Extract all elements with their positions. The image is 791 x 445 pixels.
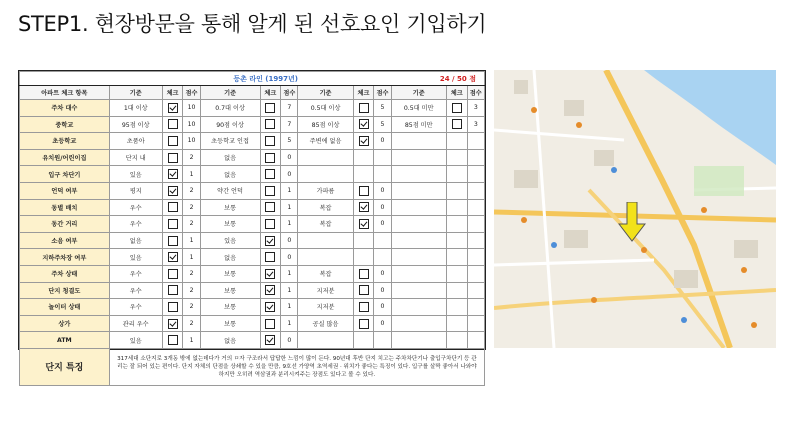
- check-cell: [260, 182, 281, 199]
- checklist-row: [20, 315, 485, 332]
- points: 7: [281, 100, 298, 117]
- criterion: [391, 299, 446, 316]
- building-block: [514, 80, 528, 94]
- check-cell: [353, 116, 374, 133]
- points: 0: [374, 199, 391, 216]
- checkbox[interactable]: [265, 103, 275, 113]
- criterion: 없음: [200, 332, 260, 349]
- check-cell: [162, 282, 183, 299]
- points: 0: [281, 149, 298, 166]
- check-cell: [260, 232, 281, 249]
- column-header: 기준: [298, 86, 353, 100]
- column-header: 점수: [183, 86, 200, 100]
- check-cell: [353, 100, 374, 117]
- check-cell: [353, 332, 374, 349]
- check-cell: [260, 299, 281, 316]
- apartment-checklist-sheet: [18, 70, 486, 378]
- checkbox[interactable]: [265, 319, 275, 329]
- points: 2: [183, 216, 200, 233]
- criterion: 초품아: [109, 133, 162, 150]
- points: 10: [183, 116, 200, 133]
- check-cell: [446, 182, 467, 199]
- criterion: 있음: [109, 332, 162, 349]
- item-label: 단지 청결도: [20, 282, 110, 299]
- check-cell: [260, 315, 281, 332]
- criterion: 없음: [200, 249, 260, 266]
- points: [467, 232, 484, 249]
- checkbox[interactable]: [452, 103, 462, 113]
- criterion: [391, 282, 446, 299]
- criterion: 복잡: [298, 216, 353, 233]
- checkbox[interactable]: [168, 302, 178, 312]
- check-cell: [162, 182, 183, 199]
- points: 0: [374, 182, 391, 199]
- checkbox[interactable]: [168, 153, 178, 163]
- points: [374, 149, 391, 166]
- criterion: [298, 149, 353, 166]
- location-arrow-icon: [618, 202, 646, 242]
- check-cell: [353, 232, 374, 249]
- check-cell: [446, 299, 467, 316]
- column-header: 점수: [281, 86, 298, 100]
- checklist-row: [20, 265, 485, 282]
- checkbox[interactable]: [168, 186, 178, 196]
- item-label: 상가: [20, 315, 110, 332]
- check-cell: [260, 149, 281, 166]
- column-header: 기준: [200, 86, 260, 100]
- check-cell: [446, 149, 467, 166]
- criterion: [391, 265, 446, 282]
- check-cell: [353, 133, 374, 150]
- points: 10: [183, 133, 200, 150]
- criterion: [391, 166, 446, 183]
- checkbox[interactable]: [359, 186, 369, 196]
- check-cell: [353, 199, 374, 216]
- check-cell: [162, 199, 183, 216]
- column-header: 체크: [260, 86, 281, 100]
- checkbox[interactable]: [265, 119, 275, 129]
- criterion: 약간 언덕: [200, 182, 260, 199]
- total-score: 24 / 50 점: [298, 72, 485, 86]
- check-cell: [446, 232, 467, 249]
- points: 2: [183, 315, 200, 332]
- criterion: 0.7대 이상: [200, 100, 260, 117]
- checkbox[interactable]: [168, 236, 178, 246]
- criterion: 관리 우수: [109, 315, 162, 332]
- criterion: 주변에 없음: [298, 133, 353, 150]
- item-label: 입구 차단기: [20, 166, 110, 183]
- checkbox[interactable]: [265, 335, 275, 345]
- check-cell: [162, 315, 183, 332]
- criterion: 단지 내: [109, 149, 162, 166]
- check-cell: [260, 249, 281, 266]
- checkbox[interactable]: [168, 219, 178, 229]
- points: [374, 249, 391, 266]
- checkbox[interactable]: [265, 169, 275, 179]
- criterion: [391, 216, 446, 233]
- checklist-row: [20, 100, 485, 117]
- check-cell: [446, 315, 467, 332]
- column-header: 체크: [162, 86, 183, 100]
- poi-marker[interactable]: [751, 322, 757, 328]
- checkbox[interactable]: [168, 285, 178, 295]
- check-cell: [353, 182, 374, 199]
- criterion: 보통: [200, 315, 260, 332]
- points: 1: [281, 182, 298, 199]
- item-label: 언덕 여부: [20, 182, 110, 199]
- points: 2: [183, 182, 200, 199]
- checkbox[interactable]: [359, 302, 369, 312]
- criterion: [298, 332, 353, 349]
- checkbox[interactable]: [168, 103, 178, 113]
- points: 2: [183, 299, 200, 316]
- checkbox[interactable]: [359, 202, 369, 212]
- criterion: 우수: [109, 199, 162, 216]
- points: 0: [374, 216, 391, 233]
- building-block: [564, 230, 588, 248]
- check-cell: [446, 133, 467, 150]
- points: 5: [374, 116, 391, 133]
- column-header: 점수: [374, 86, 391, 100]
- criterion: 우수: [109, 216, 162, 233]
- item-label: 유치원/어린이집: [20, 149, 110, 166]
- points: [374, 166, 391, 183]
- criterion: 있음: [109, 166, 162, 183]
- check-cell: [260, 100, 281, 117]
- points: [467, 299, 484, 316]
- points: 2: [183, 282, 200, 299]
- criterion: 가파름: [298, 182, 353, 199]
- points: [467, 199, 484, 216]
- checkbox[interactable]: [359, 285, 369, 295]
- checklist-table: [19, 71, 485, 386]
- checkbox[interactable]: [265, 186, 275, 196]
- poi-marker[interactable]: [741, 267, 747, 273]
- checklist-row: [20, 166, 485, 183]
- checklist-row: [20, 249, 485, 266]
- park-area: [694, 166, 744, 196]
- column-header: 기준: [391, 86, 446, 100]
- poi-marker[interactable]: [641, 247, 647, 253]
- criterion: [298, 166, 353, 183]
- item-label: 놀이터 상태: [20, 299, 110, 316]
- item-label: 지하주차장 여부: [20, 249, 110, 266]
- check-cell: [260, 166, 281, 183]
- check-cell: [446, 282, 467, 299]
- criterion: 85점 미만: [391, 116, 446, 133]
- checklist-row: [20, 116, 485, 133]
- check-cell: [260, 216, 281, 233]
- checkbox[interactable]: [168, 202, 178, 212]
- criterion: 보통: [200, 216, 260, 233]
- check-cell: [446, 332, 467, 349]
- check-cell: [353, 299, 374, 316]
- item-label: 동별 배치: [20, 199, 110, 216]
- points: 1: [183, 249, 200, 266]
- points: [467, 249, 484, 266]
- check-cell: [162, 100, 183, 117]
- check-cell: [446, 216, 467, 233]
- criterion: 보통: [200, 299, 260, 316]
- points: 0: [374, 299, 391, 316]
- points: 10: [183, 100, 200, 117]
- feature-text: 317세대 소단지로 3개동 밖에 없는데다가 거의 ㅁ자 구조라서 답답한 느낌이 많이 든다. 90년대 후반 단지 치고는 주차차단기나 출입구차단기 등 관리는 잘 되어 있는 편이다. 단지 자체의 단점을 상쇄할 수 있을 만큼, 9호선 가양역 초역세권 · 위치가 좋다는 특징이 있다. 입구를 살짝 좋아서 나와야 하지만 오히려 역삼권과 분리시켜주는 장점도 있다고 볼 수 있다.: [109, 348, 484, 385]
- checkbox[interactable]: [168, 169, 178, 179]
- criterion: 85점 이상: [298, 116, 353, 133]
- check-cell: [162, 265, 183, 282]
- criterion: [391, 149, 446, 166]
- points: 1: [183, 332, 200, 349]
- criterion: [298, 232, 353, 249]
- poi-marker[interactable]: [551, 242, 557, 248]
- criterion: 평지: [109, 182, 162, 199]
- points: 3: [467, 116, 484, 133]
- check-cell: [260, 133, 281, 150]
- points: [467, 216, 484, 233]
- criterion: 보통: [200, 199, 260, 216]
- checkbox[interactable]: [265, 252, 275, 262]
- criterion: 지저분: [298, 299, 353, 316]
- check-cell: [353, 216, 374, 233]
- checkbox[interactable]: [359, 119, 369, 129]
- page-title: STEP1. 현장방문을 통해 알게 된 선호요인 기입하기: [18, 12, 487, 36]
- points: 0: [374, 133, 391, 150]
- criterion: 없음: [200, 166, 260, 183]
- item-label: 주차 상태: [20, 265, 110, 282]
- check-cell: [162, 216, 183, 233]
- poi-marker[interactable]: [531, 107, 537, 113]
- checkbox[interactable]: [168, 119, 178, 129]
- check-cell: [353, 149, 374, 166]
- criterion: 없음: [109, 232, 162, 249]
- criterion: [298, 249, 353, 266]
- check-cell: [260, 265, 281, 282]
- criterion: 우수: [109, 282, 162, 299]
- checkbox[interactable]: [168, 269, 178, 279]
- criterion: 복잡: [298, 199, 353, 216]
- building-block: [594, 150, 614, 166]
- checkbox[interactable]: [359, 269, 369, 279]
- points: 0: [374, 282, 391, 299]
- points: 5: [374, 100, 391, 117]
- poi-marker[interactable]: [591, 297, 597, 303]
- points: [467, 166, 484, 183]
- building-block: [564, 100, 584, 116]
- points: 0: [281, 232, 298, 249]
- checklist-row: [20, 149, 485, 166]
- points: 1: [281, 282, 298, 299]
- checkbox[interactable]: [359, 319, 369, 329]
- poi-marker[interactable]: [611, 167, 617, 173]
- criterion: 공실 많음: [298, 315, 353, 332]
- checklist-row: [20, 232, 485, 249]
- check-cell: [353, 315, 374, 332]
- check-cell: [162, 133, 183, 150]
- points: 2: [183, 149, 200, 166]
- check-cell: [446, 199, 467, 216]
- criterion: [391, 315, 446, 332]
- criterion: 초등학교 인접: [200, 133, 260, 150]
- checklist-row: [20, 282, 485, 299]
- points: [467, 315, 484, 332]
- criterion: 0.5대 미만: [391, 100, 446, 117]
- check-cell: [353, 249, 374, 266]
- check-cell: [446, 116, 467, 133]
- points: 2: [183, 199, 200, 216]
- checklist-row: [20, 332, 485, 349]
- check-cell: [162, 166, 183, 183]
- column-header: 기준: [109, 86, 162, 100]
- points: [467, 133, 484, 150]
- checkbox[interactable]: [359, 219, 369, 229]
- check-cell: [162, 116, 183, 133]
- criterion: [391, 332, 446, 349]
- points: 0: [374, 315, 391, 332]
- criterion: [391, 249, 446, 266]
- criterion: 없음: [200, 149, 260, 166]
- feature-label: 단지 특징: [20, 348, 110, 385]
- check-cell: [162, 232, 183, 249]
- points: 0: [374, 265, 391, 282]
- checkbox[interactable]: [265, 302, 275, 312]
- criterion: 보통: [200, 282, 260, 299]
- building-block: [674, 270, 698, 288]
- checkbox[interactable]: [168, 252, 178, 262]
- check-cell: [260, 116, 281, 133]
- column-header: 점수: [467, 86, 484, 100]
- points: 1: [183, 166, 200, 183]
- check-cell: [446, 249, 467, 266]
- checklist-row: [20, 299, 485, 316]
- checklist-row: [20, 133, 485, 150]
- points: 0: [281, 166, 298, 183]
- lower-road: [494, 290, 776, 308]
- criterion: 90점 이상: [200, 116, 260, 133]
- checklist-row: [20, 216, 485, 233]
- checkbox[interactable]: [359, 136, 369, 146]
- column-header: 체크: [446, 86, 467, 100]
- checkbox[interactable]: [265, 219, 275, 229]
- checkbox[interactable]: [265, 269, 275, 279]
- points: [467, 282, 484, 299]
- points: 0: [281, 332, 298, 349]
- points: [467, 149, 484, 166]
- checkbox[interactable]: [168, 335, 178, 345]
- poi-marker[interactable]: [576, 122, 582, 128]
- checklist-row: [20, 199, 485, 216]
- check-cell: [353, 166, 374, 183]
- points: [467, 332, 484, 349]
- column-header: 아파트 체크 항목: [20, 86, 110, 100]
- criterion: [391, 133, 446, 150]
- check-cell: [446, 100, 467, 117]
- river-area: [644, 70, 776, 165]
- points: 2: [183, 265, 200, 282]
- item-label: 소음 여부: [20, 232, 110, 249]
- item-label: 초등학교: [20, 133, 110, 150]
- points: 1: [281, 199, 298, 216]
- check-cell: [260, 332, 281, 349]
- building-block: [514, 170, 538, 188]
- checkbox[interactable]: [265, 285, 275, 295]
- check-cell: [162, 332, 183, 349]
- points: [467, 265, 484, 282]
- points: 5: [281, 133, 298, 150]
- building-block: [734, 240, 758, 258]
- poi-marker[interactable]: [701, 207, 707, 213]
- criterion: 보통: [200, 265, 260, 282]
- poi-marker[interactable]: [521, 217, 527, 223]
- criterion: 우수: [109, 265, 162, 282]
- points: 1: [281, 216, 298, 233]
- check-cell: [353, 282, 374, 299]
- criterion: 95점 이상: [109, 116, 162, 133]
- check-cell: [162, 149, 183, 166]
- points: 7: [281, 116, 298, 133]
- poi-marker[interactable]: [681, 317, 687, 323]
- check-cell: [260, 282, 281, 299]
- item-label: ATM: [20, 332, 110, 349]
- criterion: 1대 이상: [109, 100, 162, 117]
- checkbox[interactable]: [265, 136, 275, 146]
- checklist-row: [20, 182, 485, 199]
- criterion: [391, 199, 446, 216]
- map-view[interactable]: [494, 70, 776, 348]
- checkbox[interactable]: [168, 319, 178, 329]
- item-label: 중학교: [20, 116, 110, 133]
- check-cell: [446, 166, 467, 183]
- check-cell: [446, 265, 467, 282]
- criterion: 있음: [200, 232, 260, 249]
- check-cell: [162, 299, 183, 316]
- check-cell: [162, 249, 183, 266]
- checkbox[interactable]: [168, 136, 178, 146]
- column-header: 체크: [353, 86, 374, 100]
- checkbox[interactable]: [265, 236, 275, 246]
- points: [374, 232, 391, 249]
- points: 1: [281, 315, 298, 332]
- criterion: 있음: [109, 249, 162, 266]
- side-street: [494, 260, 654, 265]
- side-street: [494, 130, 624, 140]
- points: [374, 332, 391, 349]
- item-label: 동간 거리: [20, 216, 110, 233]
- checkbox[interactable]: [359, 103, 369, 113]
- apartment-name: 등촌 라인 (1997년): [20, 72, 298, 86]
- checkbox[interactable]: [265, 202, 275, 212]
- criterion: 지저분: [298, 282, 353, 299]
- feature-row: [20, 348, 485, 385]
- points: 3: [467, 100, 484, 117]
- criterion: 0.5대 이상: [298, 100, 353, 117]
- checkbox[interactable]: [452, 119, 462, 129]
- check-cell: [260, 199, 281, 216]
- criterion: [391, 182, 446, 199]
- item-label: 주차 대수: [20, 100, 110, 117]
- criterion: 복잡: [298, 265, 353, 282]
- points: 1: [281, 265, 298, 282]
- points: 1: [183, 232, 200, 249]
- points: 0: [281, 249, 298, 266]
- check-cell: [353, 265, 374, 282]
- points: [467, 182, 484, 199]
- checkbox[interactable]: [265, 153, 275, 163]
- points: 1: [281, 299, 298, 316]
- criterion: [391, 232, 446, 249]
- criterion: 우수: [109, 299, 162, 316]
